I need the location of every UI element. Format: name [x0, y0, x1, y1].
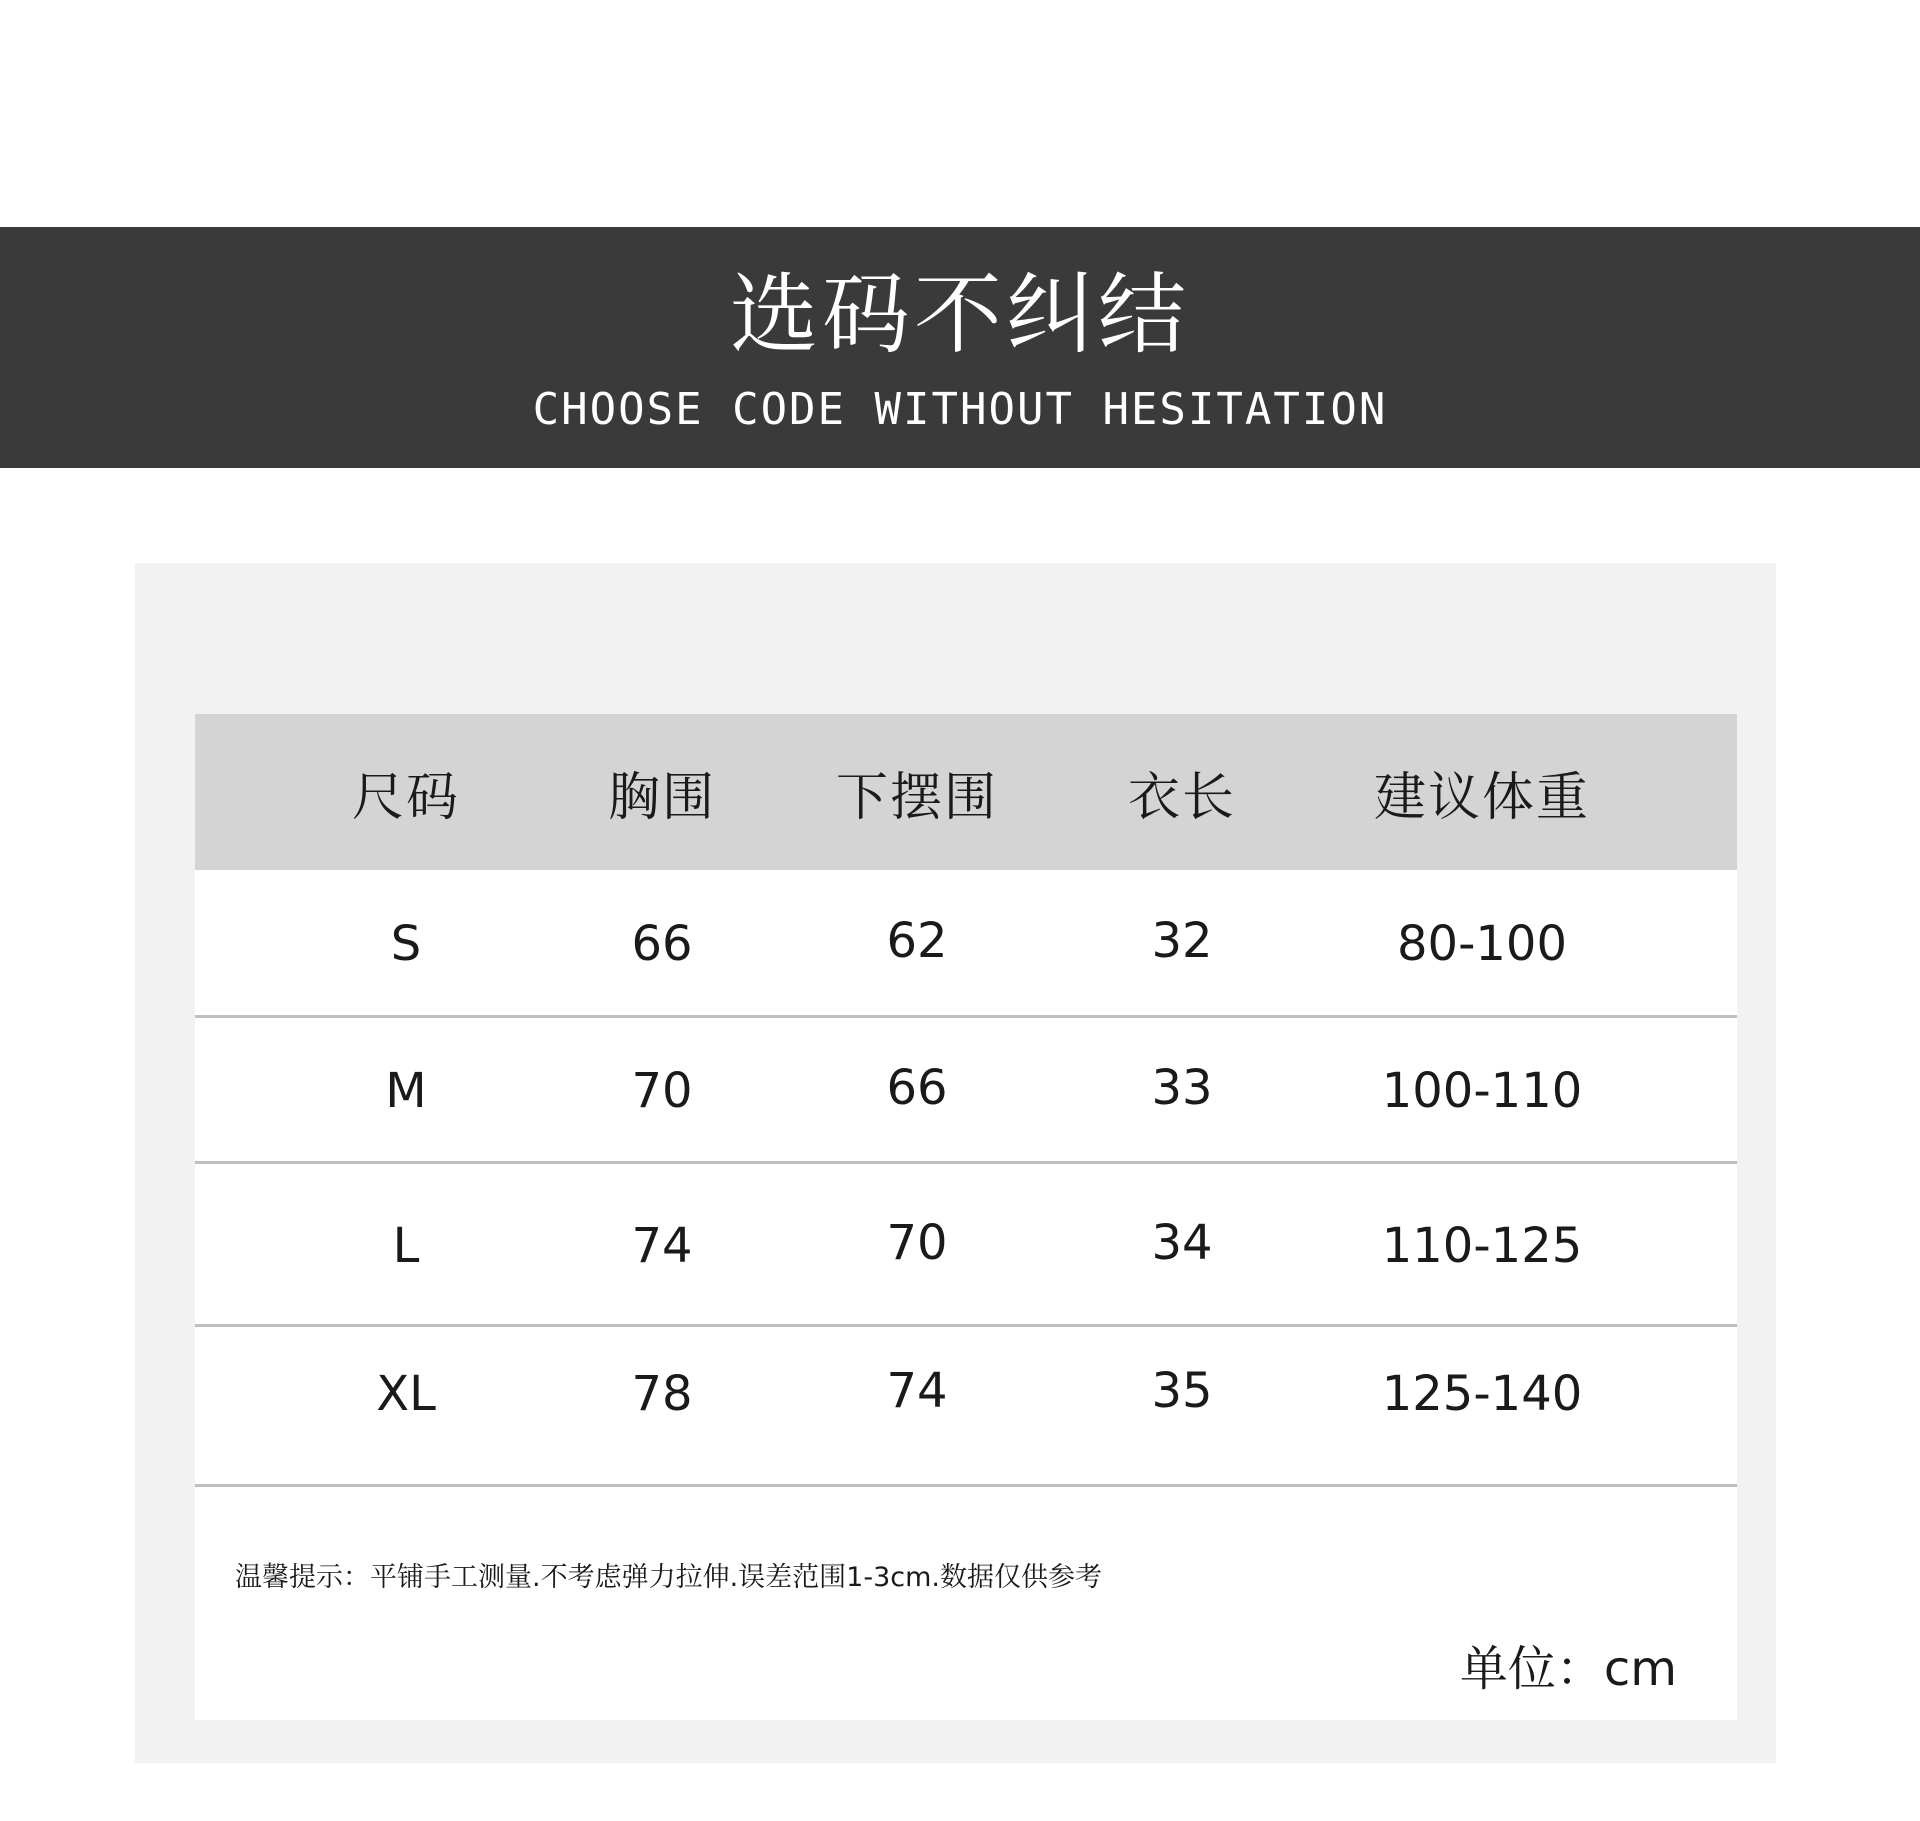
- banner-title: 选码不纠结: [729, 263, 1190, 366]
- cell-size: L: [392, 1218, 420, 1274]
- size-chart-panel: [135, 563, 1776, 1763]
- table-row: [195, 1164, 1737, 1327]
- cell-hem: 74: [886, 1363, 948, 1419]
- measurement-note: 温馨提示：平铺手工测量.不考虑弹力拉伸.误差范围1-3cm.数据仅供参考: [235, 1562, 1102, 1593]
- cell-size: XL: [376, 1366, 436, 1422]
- cell-length: 32: [1151, 913, 1213, 969]
- banner-subtitle: CHOOSE CODE WITHOUT HESITATION: [532, 384, 1388, 435]
- cell-chest: 66: [631, 916, 693, 972]
- cell-size: M: [385, 1063, 427, 1119]
- header-weight: 建议体重: [1373, 768, 1591, 828]
- table-header: [195, 714, 1737, 870]
- cell-chest: 78: [631, 1366, 693, 1422]
- header-chest: 胸围: [607, 768, 717, 828]
- header-size: 尺码: [351, 768, 461, 828]
- cell-weight: 100-110: [1381, 1063, 1583, 1119]
- table-row: [195, 870, 1737, 1018]
- cell-weight: 125-140: [1381, 1366, 1583, 1422]
- cell-chest: 74: [631, 1218, 693, 1274]
- cell-hem: 70: [886, 1215, 948, 1271]
- cell-weight: 110-125: [1381, 1218, 1583, 1274]
- cell-weight: 80-100: [1396, 916, 1568, 972]
- unit-label: 单位：cm: [1459, 1641, 1677, 1697]
- header-hem: 下摆围: [835, 768, 999, 828]
- cell-chest: 70: [631, 1063, 693, 1119]
- size-chart-card: [195, 714, 1737, 1720]
- cell-size: S: [390, 916, 422, 972]
- cell-hem: 66: [886, 1060, 948, 1116]
- title-banner: [0, 227, 1920, 468]
- cell-hem: 62: [886, 913, 948, 969]
- table-row: [195, 1018, 1737, 1164]
- cell-length: 33: [1151, 1060, 1213, 1116]
- cell-length: 35: [1151, 1363, 1213, 1419]
- table-row: [195, 1327, 1737, 1487]
- cell-length: 34: [1151, 1215, 1213, 1271]
- header-length: 衣长: [1127, 768, 1237, 828]
